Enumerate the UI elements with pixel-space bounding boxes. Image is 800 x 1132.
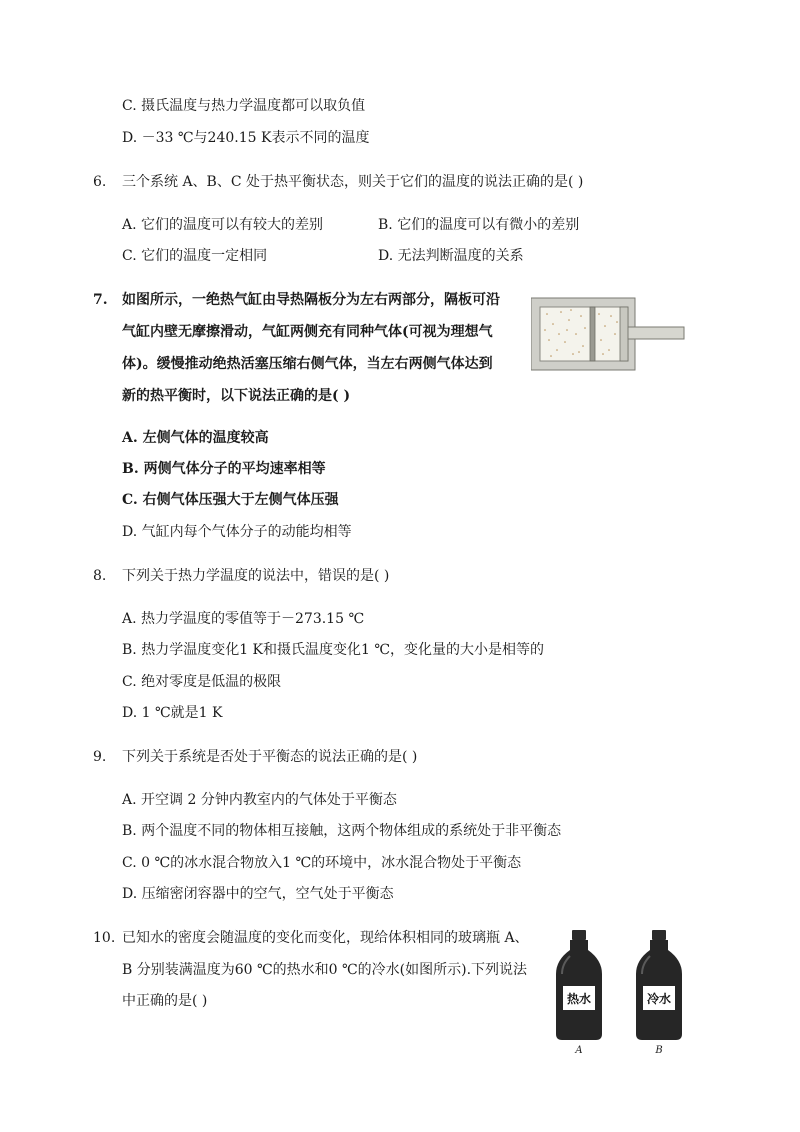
q8-option-b: B. 热力学温度变化1 K和摄氏温度变化1 ℃，变化量的大小是相等的: [122, 642, 545, 658]
q10-stem-line-2: B 分别装满温度为60 ℃的热水和0 ℃的冷水(如图所示).下列说法: [122, 962, 528, 978]
bottle-b-caption: B: [655, 1045, 663, 1056]
q9-option-d: D. 压缩密闭容器中的空气，空气处于平衡态: [122, 886, 394, 902]
q10-number: 10.: [93, 930, 116, 946]
q9-option-a: A. 开空调 2 分钟内教室内的气体处于平衡态: [122, 792, 397, 808]
q8-number: 8.: [93, 568, 107, 584]
q5-option-c: C. 摄氏温度与热力学温度都可以取负值: [122, 98, 366, 114]
q7-option-c: C. 右侧气体压强大于左侧气体压强: [122, 492, 339, 508]
q8-option-d: D. 1 ℃就是1 K: [122, 705, 223, 721]
q5-option-d: D. －33 ℃与240.15 K表示不同的温度: [122, 130, 370, 146]
q10-stem-line-1: 已知水的密度会随温度的变化而变化，现给体积相同的玻璃瓶 A、: [122, 930, 529, 946]
q6-option-b: B. 它们的温度可以有微小的差别: [378, 217, 580, 233]
bottle-a-caption: A: [575, 1045, 583, 1056]
q7-stem-line-1: 如图所示，一绝热气缸由导热隔板分为左右两部分，隔板可沿: [122, 292, 500, 308]
q7-option-a: A. 左侧气体的温度较高: [122, 430, 269, 446]
q6-option-a: A. 它们的温度可以有较大的差别: [122, 217, 324, 233]
q6-option-d: D. 无法判断温度的关系: [378, 248, 524, 264]
bottle-a-label: 热水: [566, 992, 592, 1006]
bottle-a: [556, 930, 602, 1040]
bottles-figure: [556, 928, 706, 1056]
q9-number: 9.: [93, 749, 107, 765]
piston-cylinder-figure: [531, 294, 687, 374]
q9-stem: 下列关于系统是否处于平衡态的说法正确的是( ): [122, 749, 418, 765]
q6-number: 6.: [93, 174, 107, 190]
q7-stem-line-2: 气缸内壁无摩擦滑动，气缸两侧充有同种气体(可视为理想气: [122, 324, 493, 340]
q7-stem-line-4: 新的热平衡时，以下说法正确的是( ): [122, 388, 351, 404]
bottle-b: [636, 930, 682, 1040]
q7-option-b: B. 两侧气体分子的平均速率相等: [122, 461, 326, 477]
q7-number: 7.: [93, 292, 108, 308]
q9-option-c: C. 0 ℃的冰水混合物放入1 ℃的环境中，冰水混合物处于平衡态: [122, 855, 522, 871]
q8-stem: 下列关于热力学温度的说法中，错误的是( ): [122, 568, 390, 584]
q7-stem-line-3: 体)。缓慢推动绝热活塞压缩右侧气体，当左右两侧气体达到: [122, 356, 493, 372]
q8-option-c: C. 绝对零度是低温的极限: [122, 674, 282, 690]
q6-option-c: C. 它们的温度一定相同: [122, 248, 268, 264]
q6-stem: 三个系统 A、B、C 处于热平衡状态，则关于它们的温度的说法正确的是( ): [122, 174, 584, 190]
q9-option-b: B. 两个温度不同的物体相互接触，这两个物体组成的系统处于非平衡态: [122, 823, 562, 839]
q8-option-a: A. 热力学温度的零值等于－273.15 ℃: [122, 611, 365, 627]
q7-option-d: D. 气缸内每个气体分子的动能均相等: [122, 524, 352, 540]
q10-stem-line-3: 中正确的是( ): [122, 993, 208, 1009]
bottle-b-label: 冷水: [646, 992, 672, 1006]
